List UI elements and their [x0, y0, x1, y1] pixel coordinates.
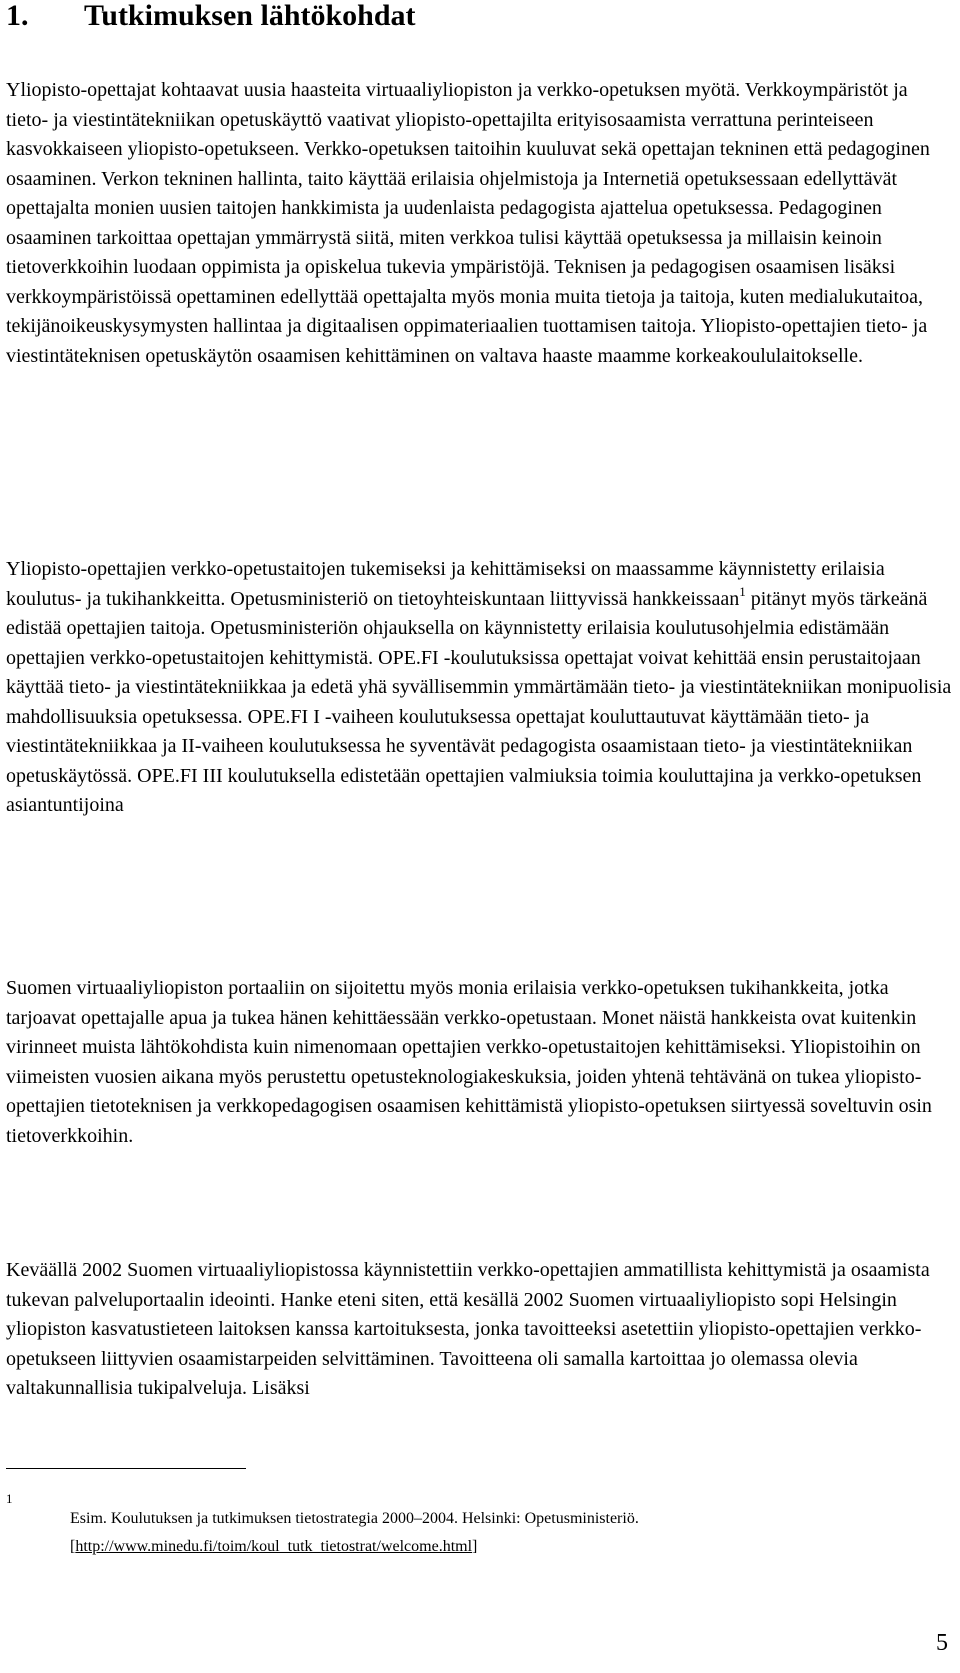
footnote-text: [70, 1505, 930, 1561]
footnote-reference[interactable]: 1: [739, 583, 746, 599]
paragraph-2: [6, 555, 954, 821]
paragraph-2-text-after: pitänyt myös tärkeänä edistää opettajien taitoja. Opetusministeriön ohjauksella on käynnistetty erilaisia koulutusohjelmia edistämään opettajien verkko-opetustaitojen kehittymistä. OPE.FI -koulutuksissa opettajat voivat kehittää ensin perustaitojaan käyttää tieto- ja viestintätekniikkaa ja edetä yhä syvällisemmin ymmärtämään tieto- ja viestintätekniikan monipuolisia mahdollisuuksia opetuksessa. OPE.FI I -vaiheen koulutuksessa opettajat kouluttautuvat käyttämään tieto- ja viestintätekniikkaa ja II-vaiheen koulutuksessa he syventävät pedagogista osaamistaan tieto- ja viestintätekniikan opetuskäytössä. OPE.FI III koulutuksella edistetään opettajien valmiuksia toimia kouluttajina ja verkko-opetuksen asiantuntijoina: [6, 587, 952, 816]
paragraph-3: Suomen virtuaaliyliopiston portaaliin on sijoitettu myös monia erilaisia verkko-opetuksen tukihankkeita, jotka tarjoavat opettajalle apua ja tukea hänen kehittäessään verkko-opetustaan. Monet näistä hankkeista ovat kuitenkin virinneet muista lähtökohdista kuin nimenomaan opettajien verkko-opetustaitojen kehittämiseksi. Yliopistoihin on viimeisten vuosien aikana myös perustettu opetusteknologiakeskuksia, joiden yhtenä tehtävänä on tukea yliopisto-opettajien tietoteknisen ja verkkopedagogisen osaamisen kehittämistä yliopisto-opetuksen siirtyessä soveltuvin osin tietoverkkoihin.: [6, 977, 932, 1147]
footnote-link-bracket-open: [: [70, 1538, 76, 1555]
section-title: Tutkimuksen lähtökohdat: [84, 0, 416, 32]
footnote-link[interactable]: http://www.minedu.fi/toim/koul_tutk_tietostrat/welcome.html: [75, 1538, 473, 1555]
document-page: [6, 0, 954, 1673]
paragraph-4: Keväällä 2002 Suomen virtuaaliyliopistossa käynnistettiin verkko-opettajien ammatillista kehittymistä ja osaamista tukevan palveluportaalin ideointi. Hanke eteni siten, että kesällä 2002 Suomen virtuaaliyliopisto sopi Helsingin yliopiston kasvatustieteen laitoksen kanssa kartoituksesta, jonka tavoitteeksi asetettiin yliopisto-opettajien verkko-opetukseen liittyvien osaamistarpeiden selvittäminen. Tavoitteena oli samalla kartoittaa jo olemassa olevia valtakunnallisia tukipalveluja. Lisäksi: [6, 1259, 930, 1399]
page-number: 5: [936, 1630, 948, 1656]
footnote-mark: 1: [6, 1491, 13, 1506]
footnote-citation: Esim. Koulutuksen ja tutkimuksen tietostrategia 2000–2004. Helsinki: Opetusministeriö.: [70, 1510, 639, 1527]
footnote-link-bracket-close: ]: [472, 1538, 478, 1555]
paragraph-1: Yliopisto-opettajat kohtaavat uusia haasteita virtuaaliyliopiston ja verkko-opetuksen myötä. Verkkoympäristöt ja tieto- ja viestintätekniikan opetuskäyttö vaativat yliopisto-opettajilta erityisosaamista verrattuna perinteiseen kasvokkaiseen yliopisto-opetukseen. Verkko-opetuksen taitoihin kuuluvat sekä opettajan tekninen että pedagoginen osaaminen. Verkon tekninen hallinta, taito käyttää erilaisia ohjelmistoja ja Internetiä opetuksessaan edellyttävät opettajalta monien uusien taitojen hankkimista ja uudenlaista pedagogista ajattelua opetuksessa. Pedagoginen osaaminen tarkoittaa opettajan ymmärrystä siitä, miten verkkoa tulisi käyttää opetuksessa ja millaisin keinoin tietoverkkoihin luodaan oppimista ja opiskelua tukevia ympäristöjä. Teknisen ja pedagogisen osaamisen lisäksi verkkoympäristöissä opettaminen edellyttää opettajalta myös monia muita tietoja ja taitoja, kuten medialukutaitoa, tekijänoikeuskysymysten hallintaa ja digitaalisen oppimateriaalien tuottamisen taitoja. Yliopisto-opettajien tieto- ja viestintäteknisen opetuskäytön osaamisen kehittäminen on valtava haaste maamme korkeakoululaitokselle.: [6, 79, 930, 367]
section-number: 1.: [6, 0, 29, 32]
section-heading: [6, 0, 416, 32]
footnote-separator: [6, 1468, 246, 1469]
paragraph-2-text-before: Yliopisto-opettajien verkko-opetustaitojen tukemiseksi ja kehittämiseksi on maassamme käynnistetty erilaisia koulutus- ja tukihankkeitta. Opetusministeriö on tietoyhteiskuntaan liittyvissä hankkeissaan: [6, 558, 885, 610]
